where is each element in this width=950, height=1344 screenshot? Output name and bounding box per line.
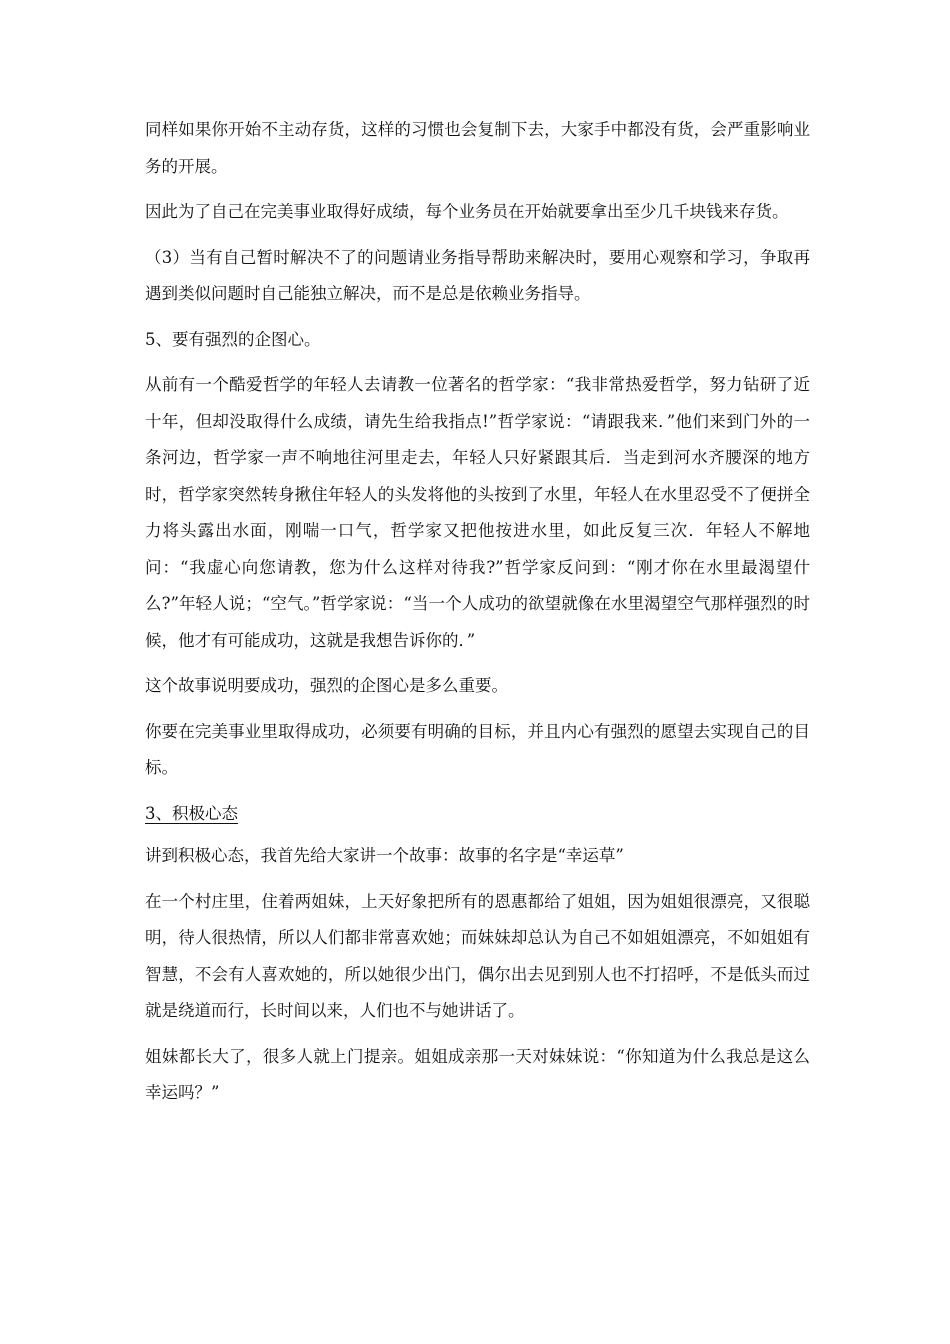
document-body — [145, 112, 810, 1112]
paragraph-lucky-grass-intro: 讲到积极心态，我首先给大家讲一个故事：故事的名字是“幸运草” — [145, 846, 624, 865]
paragraph-sister-question: 姐妹都长大了，很多人就上门提亲。姐姐成亲那一天对妹妹说：“你知道为什么我总是这么幸运吗？” — [145, 1046, 810, 1102]
paragraph-philosopher-story: 从前有一个酷爱哲学的年轻人去请教一位著名的哲学家：“我非常热爱哲学，努力钻研了近十年，但却没取得什么成绩，请先生给我指点!”哲学家说：“请跟我来．”他们来到门外的一条河边，哲学家一声不响地往河里走去，年轻人只好紧跟其后．当走到河水齐腰深的地方时，哲学家突然转身揪住年轻人的头发将他的头按到了水里，年轻人在水里忍受不了便拼全力将头露出水面，刚喘一口气，哲学家又把他按进水里，如此反复三次．年轻人不解地问：“我虚心向您请教，您为什么这样对待我?”哲学家反问到：“刚才你在水里最渴望什么?”年轻人说；“空气。”哲学家说：“当一个人成功的欲望就像在水里渴望空气那样强烈的时候，他才有可能成功，这就是我想告诉你的．” — [145, 375, 810, 650]
paragraph-stock-amount: 因此为了自己在完美事业取得好成绩，每个业务员在开始就要拿出至少几千块钱来存货。 — [145, 202, 789, 221]
heading-ambition: 5、要有强烈的企图心。 — [145, 329, 321, 349]
paragraph-business-guidance: （3）当有自己暂时解决不了的问题请业务指导帮助来解决时，要用心观察和学习，争取再遇到类似问题时自己能独立解决，而不是总是依赖业务指导。 — [145, 247, 810, 303]
paragraph-goal: 你要在完美事业里取得成功，必须要有明确的目标，并且内心有强烈的愿望去实现自己的目标。 — [145, 721, 810, 777]
paragraph-sisters-story: 在一个村庄里，住着两姐妹，上天好象把所有的恩惠都给了姐姐，因为姐姐很漂亮，又很聪明，待人很热情，所以人们都非常喜欢她；而妹妹却总认为自己不如姐姐漂亮，不如姐姐有智慧，不会有人喜欢她的，所以她很少出门，偶尔出去见到别人也不打招呼，不是低头而过就是绕道而行，长时间以来，人们也不与她讲话了。 — [145, 891, 810, 1020]
paragraph-stock-habit: 同样如果你开始不主动存货，这样的习惯也会复制下去，大家手中都没有货，会严重影响业务的开展。 — [145, 120, 810, 176]
heading-positive-attitude: 3、积极心态 — [145, 803, 238, 823]
paragraph-story-meaning: 这个故事说明要成功，强烈的企图心是多么重要。 — [145, 676, 508, 695]
